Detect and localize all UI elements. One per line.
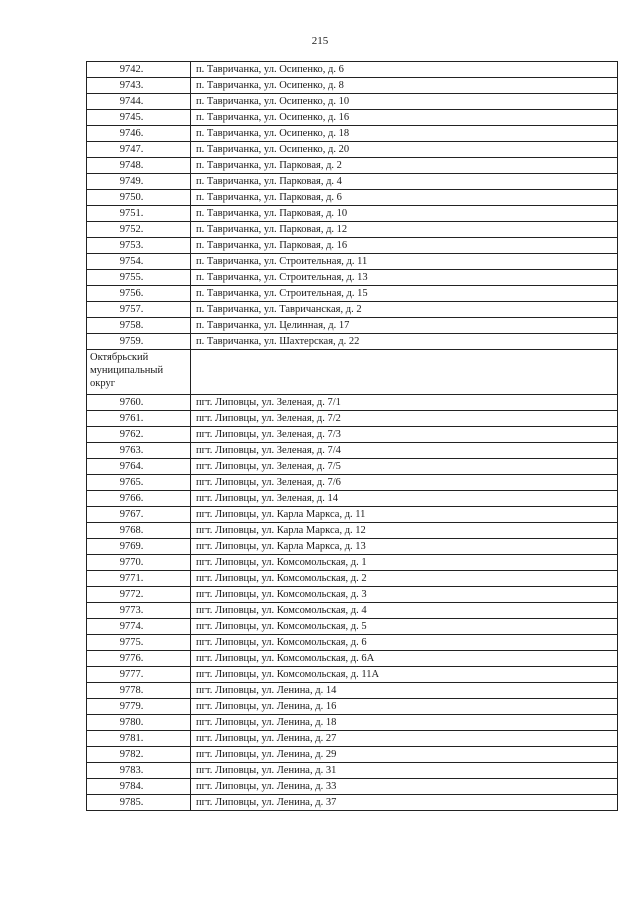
row-number: 9747. <box>87 142 191 158</box>
row-address: пгт. Липовцы, ул. Ленина, д. 14 <box>191 683 618 699</box>
row-address: пгт. Липовцы, ул. Комсомольская, д. 5 <box>191 619 618 635</box>
table-row <box>87 491 618 507</box>
row-number: 9752. <box>87 222 191 238</box>
row-address: п. Тавричанка, ул. Шахтерская, д. 22 <box>191 334 618 350</box>
table-row <box>87 763 618 779</box>
table-row <box>87 523 618 539</box>
row-address: пгт. Липовцы, ул. Зеленая, д. 7/3 <box>191 427 618 443</box>
table-row <box>87 459 618 475</box>
row-address: п. Тавричанка, ул. Осипенко, д. 16 <box>191 110 618 126</box>
page-number: 215 <box>311 35 329 47</box>
table-row <box>87 651 618 667</box>
table-row <box>87 475 618 491</box>
row-number: 9767. <box>87 507 191 523</box>
row-number: 9777. <box>87 667 191 683</box>
row-address: п. Тавричанка, ул. Осипенко, д. 20 <box>191 142 618 158</box>
table-row <box>87 603 618 619</box>
table-row <box>87 334 618 350</box>
row-address: п. Тавричанка, ул. Осипенко, д. 8 <box>191 78 618 94</box>
table-row <box>87 126 618 142</box>
table-row <box>87 443 618 459</box>
row-number: 9755. <box>87 270 191 286</box>
row-number: 9763. <box>87 443 191 459</box>
row-address: пгт. Липовцы, ул. Карла Маркса, д. 13 <box>191 539 618 555</box>
row-address: п. Тавричанка, ул. Парковая, д. 4 <box>191 174 618 190</box>
table-row <box>87 715 618 731</box>
row-number: 9774. <box>87 619 191 635</box>
row-number: 9743. <box>87 78 191 94</box>
row-number: 9758. <box>87 318 191 334</box>
table-row <box>87 507 618 523</box>
section-row <box>87 350 618 395</box>
row-address: пгт. Липовцы, ул. Ленина, д. 31 <box>191 763 618 779</box>
row-number: 9782. <box>87 747 191 763</box>
table-row <box>87 683 618 699</box>
table-row <box>87 667 618 683</box>
row-address: пгт. Липовцы, ул. Комсомольская, д. 1 <box>191 555 618 571</box>
row-number: 9749. <box>87 174 191 190</box>
row-number: 9772. <box>87 587 191 603</box>
table-row <box>87 158 618 174</box>
row-address: пгт. Липовцы, ул. Комсомольская, д. 6 <box>191 635 618 651</box>
row-number: 9751. <box>87 206 191 222</box>
row-number: 9757. <box>87 302 191 318</box>
row-number: 9779. <box>87 699 191 715</box>
table-row <box>87 411 618 427</box>
section-group <box>87 350 618 395</box>
row-address: пгт. Липовцы, ул. Комсомольская, д. 3 <box>191 587 618 603</box>
row-address: п. Тавричанка, ул. Осипенко, д. 6 <box>191 62 618 78</box>
table-row <box>87 587 618 603</box>
table-row <box>87 174 618 190</box>
row-address: п. Тавричанка, ул. Парковая, д. 16 <box>191 238 618 254</box>
row-number: 9783. <box>87 763 191 779</box>
row-address: п. Тавричанка, ул. Парковая, д. 6 <box>191 190 618 206</box>
row-address: п. Тавричанка, ул. Строительная, д. 13 <box>191 270 618 286</box>
table-row <box>87 318 618 334</box>
row-address: пгт. Липовцы, ул. Комсомольская, д. 6А <box>191 651 618 667</box>
row-number: 9744. <box>87 94 191 110</box>
row-address: п. Тавричанка, ул. Парковая, д. 10 <box>191 206 618 222</box>
table-row <box>87 779 618 795</box>
row-number: 9776. <box>87 651 191 667</box>
row-number: 9761. <box>87 411 191 427</box>
row-address: пгт. Липовцы, ул. Ленина, д. 37 <box>191 795 618 811</box>
row-address: пгт. Липовцы, ул. Комсомольская, д. 2 <box>191 571 618 587</box>
row-number: 9760. <box>87 395 191 411</box>
table-row <box>87 206 618 222</box>
row-address: пгт. Липовцы, ул. Зеленая, д. 7/4 <box>191 443 618 459</box>
row-number: 9770. <box>87 555 191 571</box>
row-number: 9765. <box>87 475 191 491</box>
address-table-top-rows <box>87 62 618 350</box>
row-address: пгт. Липовцы, ул. Карла Маркса, д. 11 <box>191 507 618 523</box>
table-row <box>87 190 618 206</box>
table-row <box>87 699 618 715</box>
row-number: 9769. <box>87 539 191 555</box>
table-row <box>87 571 618 587</box>
table-row <box>87 619 618 635</box>
table-row <box>87 62 618 78</box>
row-address: пгт. Липовцы, ул. Комсомольская, д. 11А <box>191 667 618 683</box>
row-number: 9768. <box>87 523 191 539</box>
table-row <box>87 555 618 571</box>
row-number: 9762. <box>87 427 191 443</box>
row-address: п. Тавричанка, ул. Целинная, д. 17 <box>191 318 618 334</box>
row-address: пгт. Липовцы, ул. Ленина, д. 29 <box>191 747 618 763</box>
table-row <box>87 731 618 747</box>
table-row <box>87 254 618 270</box>
row-number: 9764. <box>87 459 191 475</box>
table-row <box>87 238 618 254</box>
row-number: 9742. <box>87 62 191 78</box>
address-table-bottom-rows <box>87 395 618 811</box>
row-number: 9748. <box>87 158 191 174</box>
table-row <box>87 110 618 126</box>
row-number: 9775. <box>87 635 191 651</box>
table-row <box>87 142 618 158</box>
table-row <box>87 635 618 651</box>
row-address: пгт. Липовцы, ул. Зеленая, д. 7/1 <box>191 395 618 411</box>
row-address: пгт. Липовцы, ул. Зеленая, д. 7/5 <box>191 459 618 475</box>
row-number: 9745. <box>87 110 191 126</box>
row-address: пгт. Липовцы, ул. Ленина, д. 27 <box>191 731 618 747</box>
row-address: п. Тавричанка, ул. Строительная, д. 15 <box>191 286 618 302</box>
row-address: п. Тавричанка, ул. Парковая, д. 2 <box>191 158 618 174</box>
table-row <box>87 270 618 286</box>
row-address: пгт. Липовцы, ул. Ленина, д. 33 <box>191 779 618 795</box>
row-address: п. Тавричанка, ул. Строительная, д. 11 <box>191 254 618 270</box>
row-address: пгт. Липовцы, ул. Зеленая, д. 7/6 <box>191 475 618 491</box>
row-number: 9759. <box>87 334 191 350</box>
row-number: 9773. <box>87 603 191 619</box>
row-number: 9766. <box>87 491 191 507</box>
row-number: 9756. <box>87 286 191 302</box>
row-address: пгт. Липовцы, ул. Зеленая, д. 7/2 <box>191 411 618 427</box>
row-number: 9746. <box>87 126 191 142</box>
row-address: пгт. Липовцы, ул. Ленина, д. 16 <box>191 699 618 715</box>
table-row <box>87 427 618 443</box>
address-table <box>86 61 618 811</box>
table-row <box>87 94 618 110</box>
row-address: п. Тавричанка, ул. Парковая, д. 12 <box>191 222 618 238</box>
row-address: п. Тавричанка, ул. Осипенко, д. 10 <box>191 94 618 110</box>
row-address: пгт. Липовцы, ул. Карла Маркса, д. 12 <box>191 523 618 539</box>
table-row <box>87 795 618 811</box>
table-row <box>87 222 618 238</box>
section-label: Октябрьский муниципальный округ <box>87 350 191 395</box>
table-row <box>87 78 618 94</box>
row-number: 9778. <box>87 683 191 699</box>
row-address: пгт. Липовцы, ул. Зеленая, д. 14 <box>191 491 618 507</box>
table-row <box>87 539 618 555</box>
row-number: 9754. <box>87 254 191 270</box>
row-number: 9780. <box>87 715 191 731</box>
row-number: 9771. <box>87 571 191 587</box>
row-address: п. Тавричанка, ул. Осипенко, д. 18 <box>191 126 618 142</box>
row-address: п. Тавричанка, ул. Тавричанская, д. 2 <box>191 302 618 318</box>
table-row <box>87 747 618 763</box>
row-number: 9753. <box>87 238 191 254</box>
row-number: 9784. <box>87 779 191 795</box>
section-empty-cell <box>191 350 618 395</box>
row-number: 9785. <box>87 795 191 811</box>
row-address: пгт. Липовцы, ул. Ленина, д. 18 <box>191 715 618 731</box>
row-number: 9781. <box>87 731 191 747</box>
table-row <box>87 395 618 411</box>
table-row <box>87 286 618 302</box>
row-number: 9750. <box>87 190 191 206</box>
table-row <box>87 302 618 318</box>
row-address: пгт. Липовцы, ул. Комсомольская, д. 4 <box>191 603 618 619</box>
